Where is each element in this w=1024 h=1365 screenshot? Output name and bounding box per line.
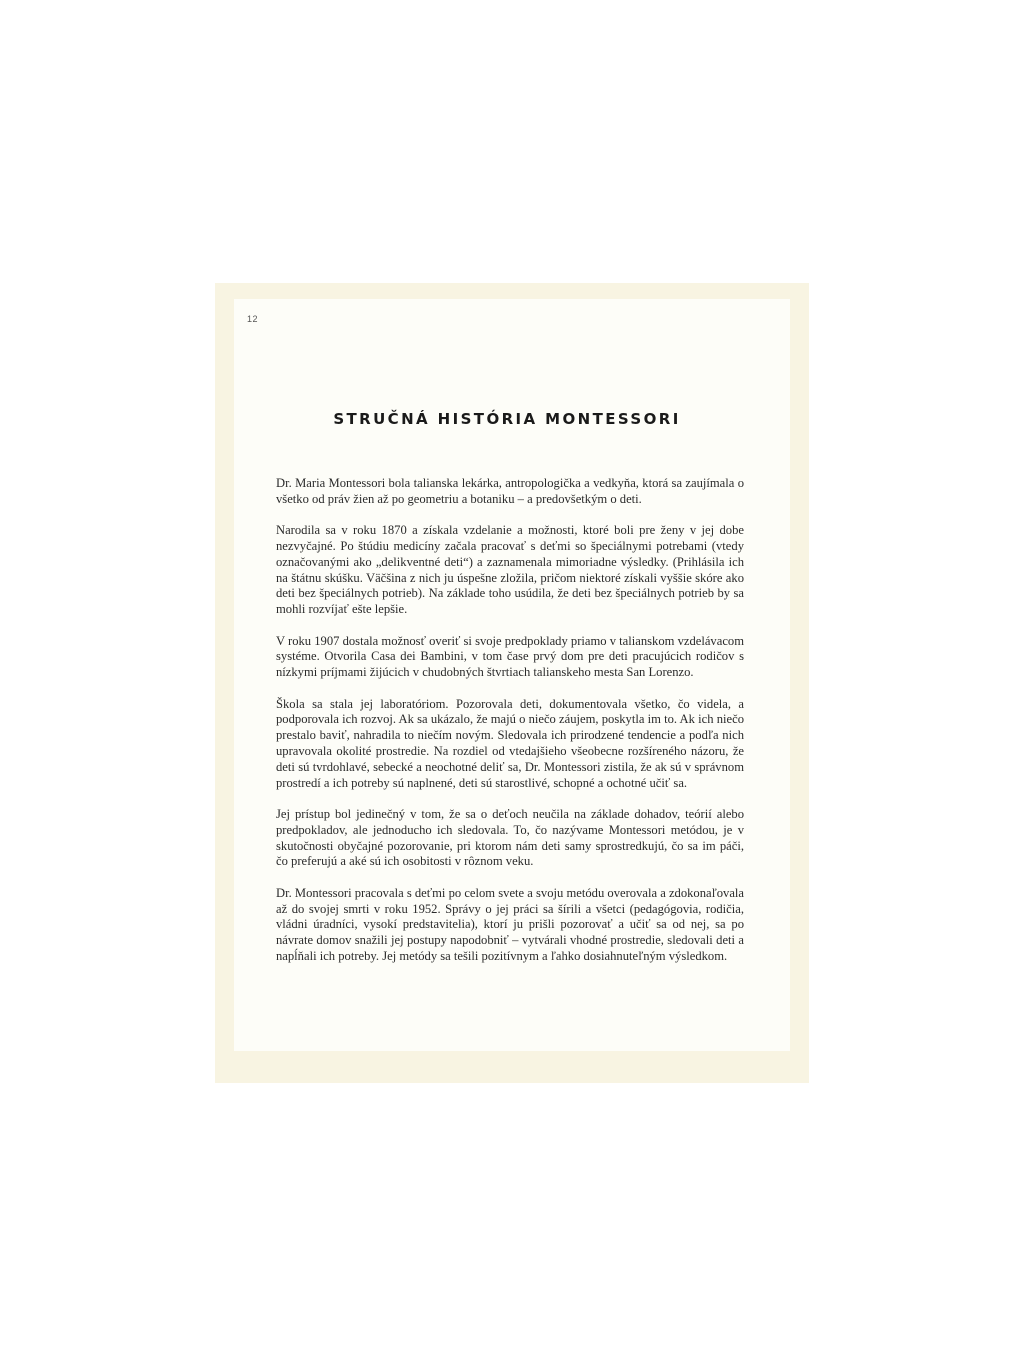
body-text <box>276 476 744 980</box>
paragraph: Dr. Montessori pracovala s deťmi po celom svete a svoju metódu overovala a zdokonaľovala až do svojej smrti v roku 1952. Správy o jej práci sa šírili a všetci (pedagógovia, rodičia, vládni úradníci, vysokí predstavitelia), ktorí ju prišli pozorovať a učiť sa od nej, sa po návrate domov snažili jej postupy napodobniť – vytvárali vhodné prostredie, sledovali deti a napĺňali ich potreby. Jej metódy sa tešili pozitívnym a ľahko dosiahnuteľným výsledkom. <box>276 885 744 963</box>
page-number: 12 <box>247 314 259 324</box>
paragraph: Jej prístup bol jedinečný v tom, že sa o deťoch neučila na základe dohadov, teórií alebo predpokladov, ale jednoducho ich sledovala. To, čo nazývame Montessori metódou, je v skutočnosti obyčajné pozorovanie, pri ktorom nám deti samy sprostredkujú, čo sa im páči, čo preferujú a aké sú ich osobitosti v rôznom veku. <box>276 806 744 869</box>
page-title: STRUČNÁ HISTÓRIA MONTESSORI <box>333 410 681 428</box>
paragraph: Dr. Maria Montessori bola talianska lekárka, antropologička a vedkyňa, ktorá sa zaujímala o všetko od práv žien až po geometriu a botaniku – a predovšetkým o deti. <box>276 476 744 506</box>
paragraph: V roku 1907 dostala možnosť overiť si svoje predpoklady priamo v talianskom vzdelávacom systéme. Otvorila Casa dei Bambini, v tom čase prvý dom pre deti pracujúcich rodičov s nízkymi príjmami žijúcich v chudobných štvrtiach talianskeho mesta San Lorenzo. <box>276 633 745 680</box>
paragraph: Škola sa stala jej laboratóriom. Pozorovala deti, dokumentovala všetko, čo videla, a podporovala ich rozvoj. Ak sa ukázalo, že majú o niečo záujem, poskytla im to. Ak ich niečo prestalo baviť, nahradila to niečím novým. Sledovala ich prirodzené tendencie a podľa nich upravovala okolité prostredie. Na rozdiel od vtedajšieho všeobecne rozšíreného názoru, že deti sú tvrdohlavé, sebecké a neochotné deliť sa, Dr. Montessori zistila, že ak sú v správnom prostredí a ich potreby sú naplnené, deti sú starostlivé, schopné a ochotné učiť sa. <box>276 696 744 790</box>
page-frame <box>215 283 809 1083</box>
paragraph: Narodila sa v roku 1870 a získala vzdelanie a možnosti, ktoré boli pre ženy v jej dobe nezvyčajné. Po štúdiu medicíny začala pracovať s deťmi so špeciálnymi potrebami (vtedy označovanými ako „delikventné deti“) a zaznamenala mimoriadne výsledky. (Prihlásila ich na štátnu skúšku. Väčšina z nich ju úspešne zložila, pričom niektoré získali vyššie skóre ako deti bez špeciálnych potrieb). Na základe toho usúdila, že deti bez špeciálnych potrieb by sa mohli rozvíjať ešte lepšie. <box>276 523 744 617</box>
book-page <box>234 299 790 1051</box>
